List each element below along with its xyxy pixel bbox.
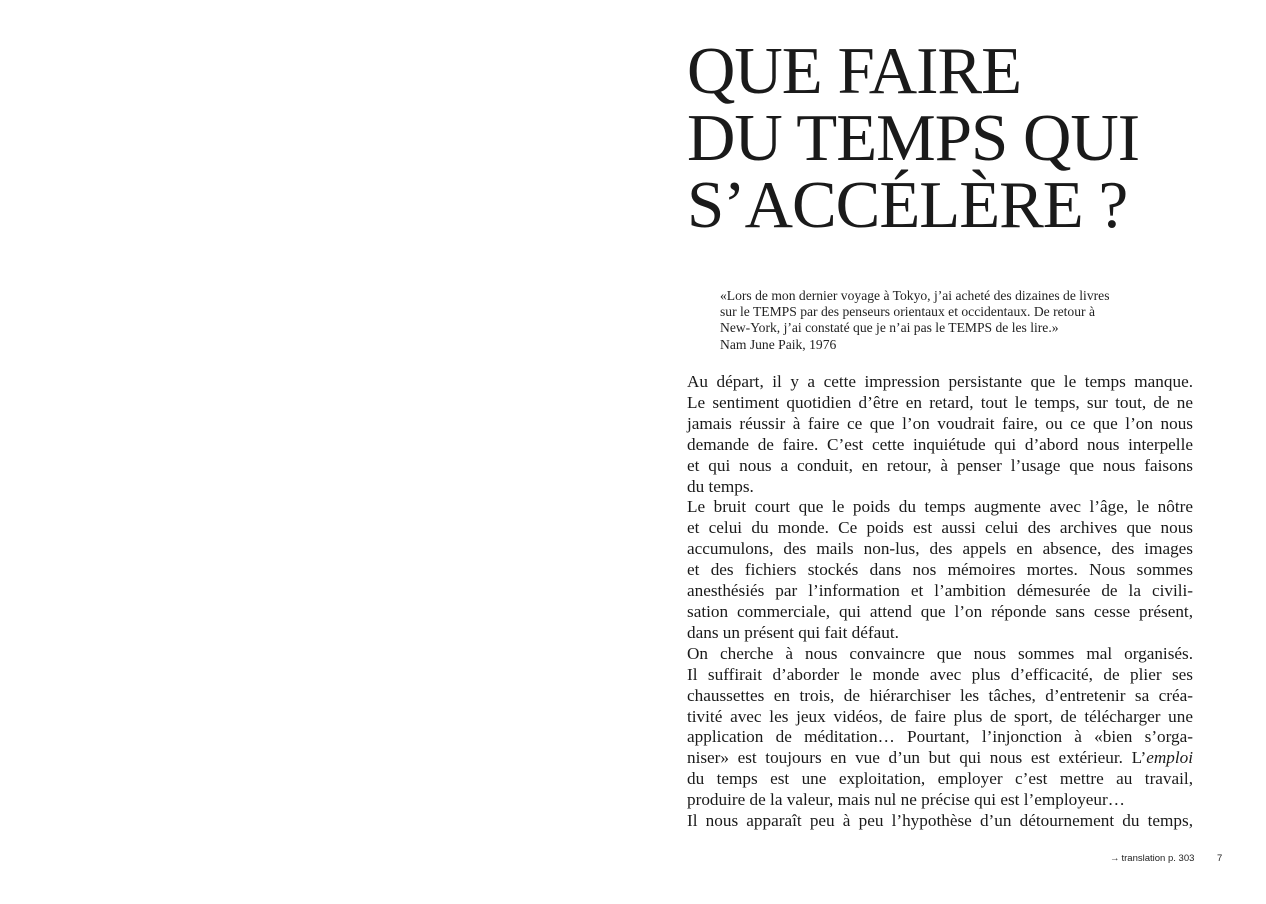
title-line: DU TEMPS QUI [687,101,1140,175]
body-line: et celui du monde. Ce poids est aussi celui des archives que nous [687,518,1193,538]
emphasized-word: emploi [1146,748,1193,768]
body-line [687,748,1193,769]
arrow-right-icon: → [1110,853,1120,864]
body-text [687,372,1197,832]
body-line: du temps est une exploitation, employer c’est mettre au travail, [687,769,1193,789]
body-line: produire de la valeur, mais nul ne précise qui est l’employeur… [687,790,1125,810]
body-line: anesthésiés par l’information et l’ambition démesurée de la civili- [687,581,1193,601]
body-line: application de méditation… Pourtant, l’injonction à «bien s’orga- [687,727,1193,747]
body-line: Le sentiment quotidien d’être en retard, tout le temps, sur tout, de ne [687,392,1193,412]
epigraph-line: New-York, j’ai constaté que je n’ai pas le TEMPS de les lire.» [720,320,1059,336]
body-line: demande de faire. C’est cette inquiétude qui d’abord nous interpelle [687,434,1193,454]
body-line: Il suffirait d’aborder le monde avec plus d’efficacité, de plier ses [687,664,1193,684]
body-line: tivité avec les jeux vidéos, de faire plus de sport, de télécharger une [687,706,1193,726]
body-line: Au départ, il y a cette impression persistante que le temps manque. [687,372,1193,391]
page-number: 7 [1217,853,1223,864]
body-line: et qui nous a conduit, en retour, à penser l’usage que nous faisons [687,455,1193,475]
epigraph-line: «Lors de mon dernier voyage à Tokyo, j’ai acheté des dizaines de livres [720,288,1110,303]
translation-link[interactable]: translation p. 303 [1121,853,1195,864]
translation-reference[interactable] [1110,853,1194,864]
body-line: et des fichiers stockés dans nos mémoires mortes. Nous sommes [687,560,1193,580]
body-line: sation commerciale, qui attend que l’on réponde sans cesse présent, [687,601,1193,621]
body-line: On cherche à nous convaincre que nous sommes mal organisés. [687,643,1193,663]
body-line: jamais réussir à faire ce que l’on voudrait faire, ou ce que l’on nous [687,413,1193,433]
epigraph-attribution: Nam June Paik, 1976 [720,336,837,352]
body-line: du temps. [687,476,754,496]
body-line: Il nous apparaît peu à peu l’hypothèse d’un détournement du temps, [687,811,1193,831]
body-text-span: niser» est toujours en vue d’un but qui nous est extérieur. L’ [687,748,1147,768]
page-title [687,34,1247,242]
body-line: dans un présent qui fait défaut. [687,622,899,642]
title-line: QUE FAIRE [687,34,1022,108]
body-line: Le bruit court que le poids du temps augmente avec l’âge, le nôtre [687,497,1193,517]
title-line: S’ACCÉLÈRE ? [687,168,1128,242]
body-line: accumulons, des mails non-lus, des appels en absence, des images [687,539,1193,559]
body-line: chaussettes en trois, de hiérarchiser les tâches, d’entretenir sa créa- [687,685,1193,705]
epigraph-line: sur le TEMPS par des penseurs orientaux et occidentaux. De retour à [720,304,1095,320]
epigraph-quote [720,288,1195,353]
